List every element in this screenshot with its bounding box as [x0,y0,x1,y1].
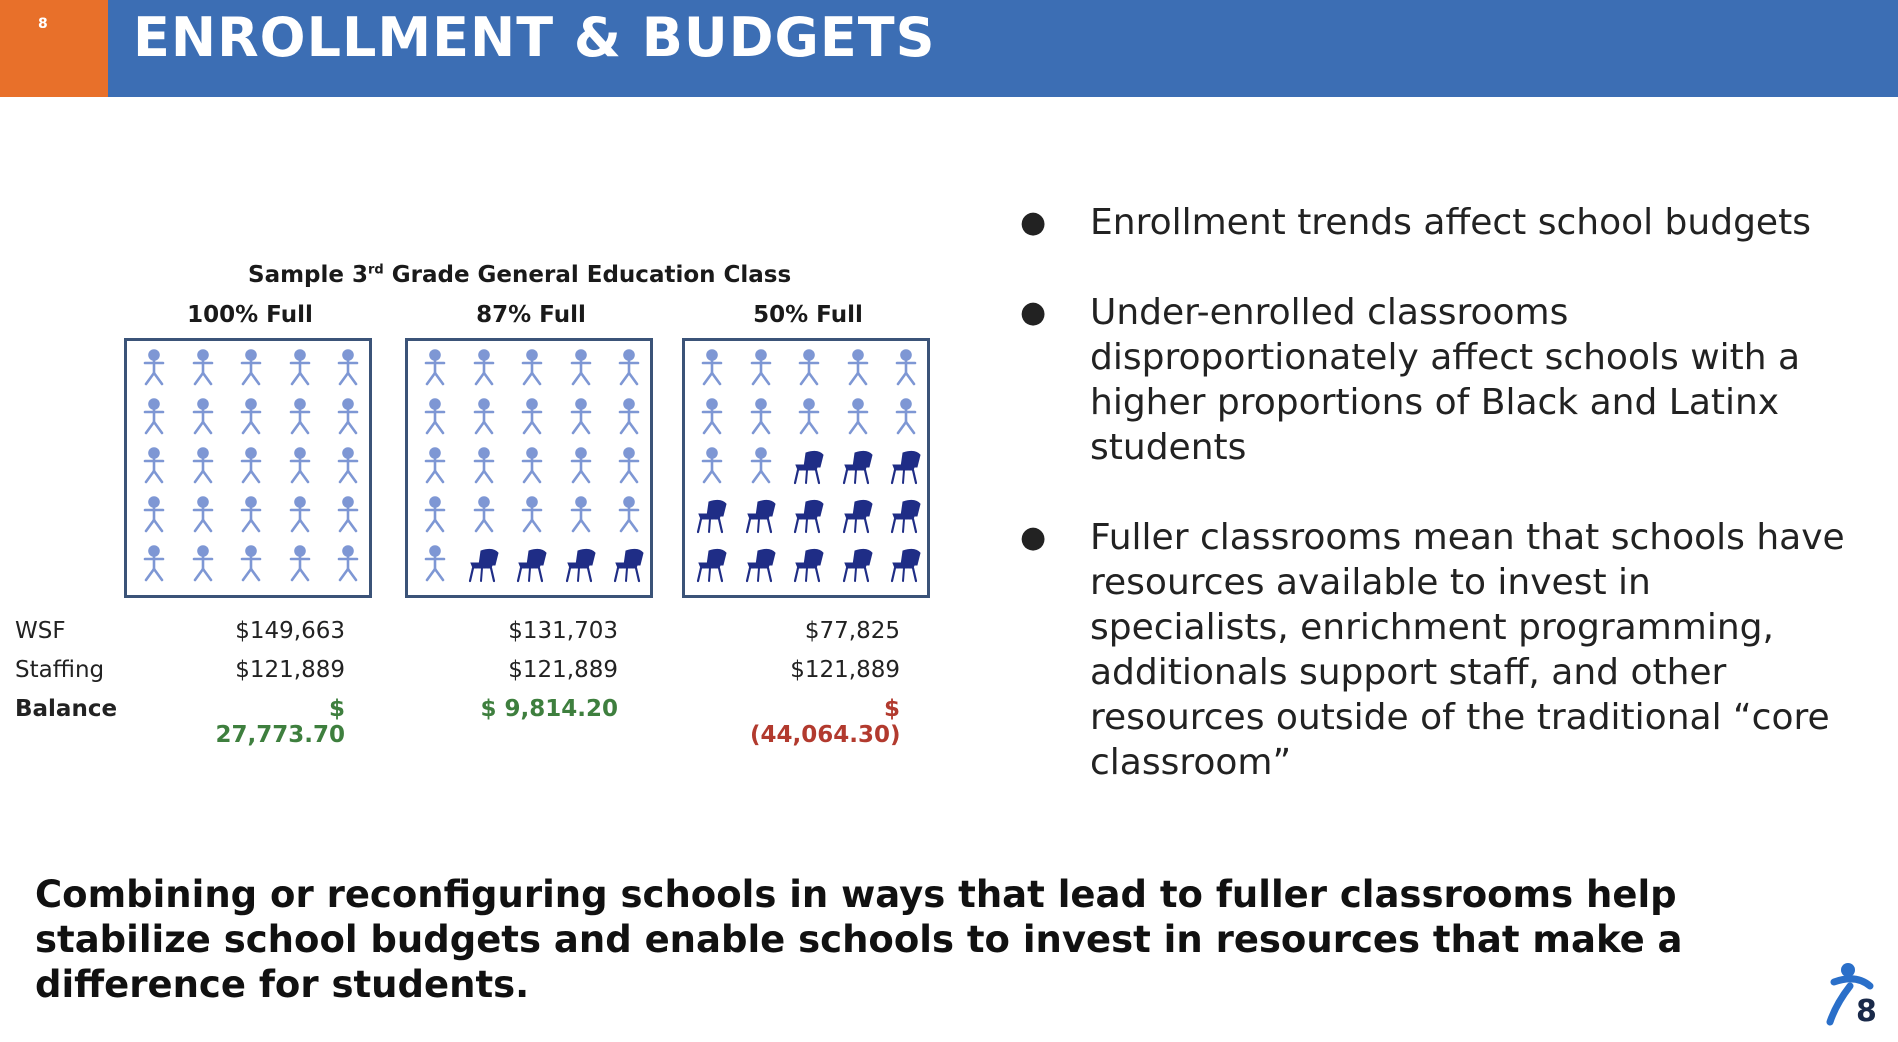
student-icon [137,398,171,436]
page-number: 8 [38,16,48,32]
balance-value-100: $ 27,773.70 [215,696,345,748]
student-icon [418,496,452,534]
student-icon [744,447,778,485]
student-icon [612,349,646,387]
classroom-grid-50 [682,338,930,598]
student-icon [234,447,268,485]
column-heading-87: 87% Full [476,302,586,328]
student-icon [564,349,598,387]
student-icon [695,447,729,485]
student-icon [889,398,923,436]
student-icon [695,398,729,436]
student-icon [564,398,598,436]
bullet-text: Enrollment trends affect school budgets [1090,202,1811,243]
empty-desk-icon [841,496,875,534]
student-icon [515,398,549,436]
bullet-item [1020,515,1860,785]
empty-desk-icon [467,545,501,583]
empty-desk-icon [612,545,646,583]
student-icon [612,496,646,534]
student-icon [564,496,598,534]
student-icon [137,447,171,485]
student-icon [695,349,729,387]
chart-title-end: Grade General Education Class [383,262,792,288]
student-icon [283,496,317,534]
student-icon [564,447,598,485]
student-icon [186,349,220,387]
empty-desk-icon [841,447,875,485]
empty-desk-icon [744,545,778,583]
chart-title [248,262,791,288]
classroom-grid-87 [405,338,653,598]
student-icon [418,398,452,436]
student-icon [283,545,317,583]
wsf-value-50: $77,825 [804,618,900,644]
empty-desk-icon [889,496,923,534]
empty-desk-icon [564,545,598,583]
student-icon [515,496,549,534]
title-bar [0,0,1898,97]
staffing-value-100: $121,889 [235,657,345,683]
empty-desk-icon [695,545,729,583]
empty-desk-icon [792,545,826,583]
wsf-label: WSF [15,618,66,644]
student-icon [331,349,365,387]
student-icon [418,447,452,485]
student-icon [186,545,220,583]
student-icon [792,398,826,436]
empty-desk-icon [792,447,826,485]
bullet-item [1020,200,1860,245]
student-icon [515,447,549,485]
student-icon [841,398,875,436]
staffing-label: Staffing [15,657,105,683]
empty-desk-icon [515,545,549,583]
student-icon [792,349,826,387]
logo-number: 8 [1856,994,1877,1029]
student-icon [841,349,875,387]
student-icon [889,349,923,387]
student-icon [234,349,268,387]
student-icon [283,349,317,387]
classroom-grid-100 [124,338,372,598]
empty-desk-icon [889,545,923,583]
bullet-icon: ● [1020,295,1047,330]
empty-desk-icon [792,496,826,534]
student-icon [744,398,778,436]
student-icon [467,496,501,534]
student-icon [331,496,365,534]
page-title: ENROLLMENT & BUDGETS [133,6,936,69]
student-icon [283,398,317,436]
student-icon [744,349,778,387]
balance-value-50: $ (44,064.30) [750,696,901,748]
page-number-tab [0,0,108,97]
wsf-value-87: $131,703 [508,618,618,644]
bullet-item [1020,290,1860,470]
student-icon [467,398,501,436]
student-icon [234,398,268,436]
student-icon [331,398,365,436]
student-icon [418,349,452,387]
bullet-icon: ● [1020,520,1047,555]
staffing-value-87: $121,889 [508,657,618,683]
student-icon [186,398,220,436]
student-icon [467,349,501,387]
student-icon [137,545,171,583]
balance-value-87: $ 9,814.20 [480,696,618,722]
bullet-text: Under-enrolled classrooms disproportionately affect schools with a higher proportions of Black and Latinx students [1090,292,1801,468]
bullet-list [1020,200,1860,830]
student-icon [612,447,646,485]
footer-statement: Combining or reconfiguring schools in ways that lead to fuller classrooms help stabilize school budgets and enable schools to invest in resources that make a difference for students. [35,873,1683,1006]
student-icon [418,545,452,583]
student-icon [137,496,171,534]
student-icon [331,447,365,485]
student-icon [186,496,220,534]
student-icon [186,447,220,485]
student-icon [234,496,268,534]
student-icon [137,349,171,387]
column-heading-100: 100% Full [187,302,313,328]
student-icon [234,545,268,583]
empty-desk-icon [841,545,875,583]
student-icon [515,349,549,387]
empty-desk-icon [889,447,923,485]
empty-desk-icon [744,496,778,534]
chart-title-start: Sample 3 [248,262,369,288]
bullet-text: Fuller classrooms mean that schools have resources available to invest in specialists, enrichment programming, additionals support staff, and other resources outside of the traditional “core classroom” [1090,517,1845,783]
wsf-value-100: $149,663 [235,618,345,644]
empty-desk-icon [695,496,729,534]
bullet-icon: ● [1020,205,1047,240]
student-icon [612,398,646,436]
student-icon [283,447,317,485]
student-icon [331,545,365,583]
staffing-value-50: $121,889 [790,657,900,683]
balance-label: Balance [15,696,118,722]
student-icon [467,447,501,485]
chart-title-superscript: rd [368,262,384,278]
column-heading-50: 50% Full [753,302,863,328]
